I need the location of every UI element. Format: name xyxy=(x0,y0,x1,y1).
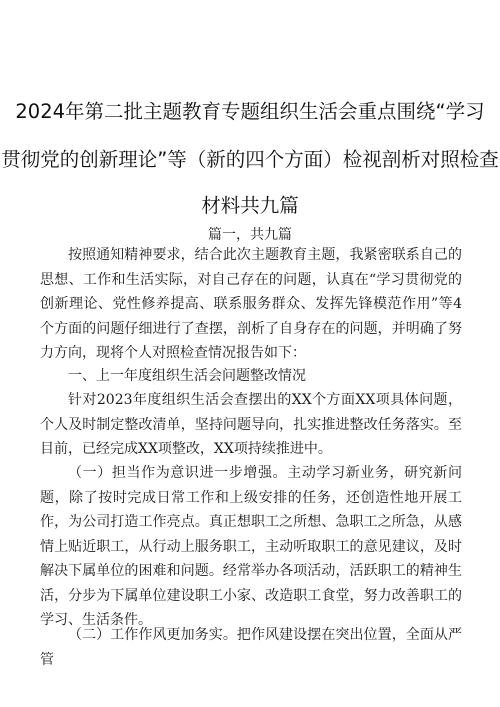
item-1-paragraph: （一）担当作为意识进一步增强。主动学习新业务，研究新问题，除了按时完成日常工作和上级安排的任务，还创造性地开展工作，为公司打造工作亮点。真正想职工之所想、急职工之所急，从感情上贴近职工，从行动上服务职工，主动听取职工的意见建议，及时解决下属单位的困难和问题。经常举办各项活动，活跃职工的精神生活，分步为下属单位建设职工小家、改造职工食堂，努力改善职工的学习、生活条件。 xyxy=(40,465,462,628)
document-title-line-3: 材料共九篇 xyxy=(201,194,299,217)
document-title-line-1: 2024年第二批主题教育专题组织生活会重点围绕“学习 xyxy=(15,100,485,123)
item-2-paragraph: （二）工作作风更加务实。把作风建设摆在突出位置，全面从严管 xyxy=(40,627,462,668)
document-title-line-2: 贯彻党的创新理论”等（新的四个方面）检视剖析对照检查 xyxy=(1,148,499,171)
intro-paragraph: 按照通知精神要求，结合此次主题教育主题，我紧密联系自己的思想、工作和生活实际，对自己存在的问题，认真在“学习贯彻党的创新理论、党性修养提高、联系服务群众、发挥先锋模范作用”等4个方面的问题仔细进行了查摆，剖析了自身存在的问题，并明确了努力方向，现将个人对照检查情况报告如下： xyxy=(40,247,462,361)
document-subheading: 篇一，共九篇 xyxy=(208,227,292,243)
section-1-heading: 一、上一年度组织生活会问题整改情况 xyxy=(68,368,306,384)
section-1-body: 针对2023年度组织生活会查摆出的XX个方面XX项具体问题，个人及时制定整改清单，坚持问题导向，扎实推进整改任务落实。至目前，已经完成XX项整改，XX项持续推进中。 xyxy=(40,392,462,457)
